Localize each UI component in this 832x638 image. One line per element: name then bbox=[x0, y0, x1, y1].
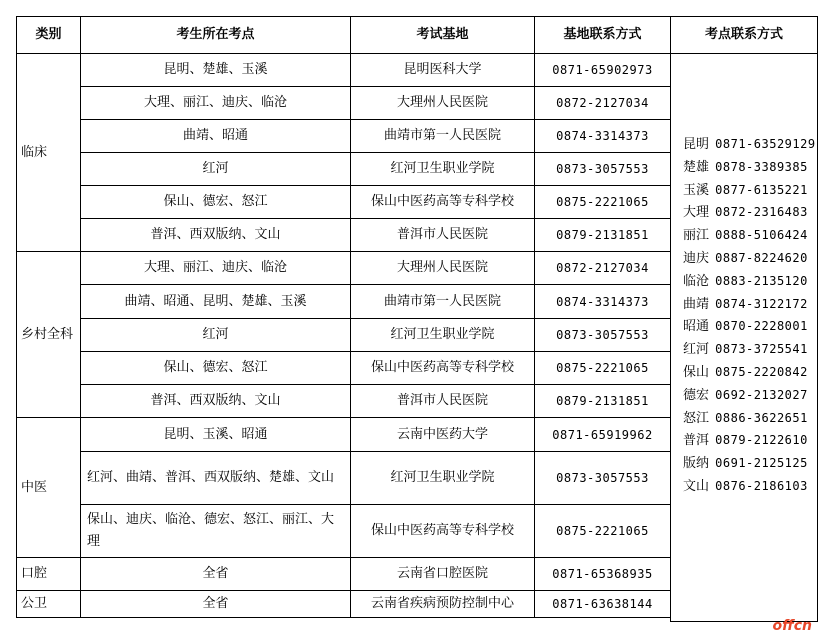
list-item bbox=[683, 133, 816, 156]
list-item bbox=[683, 361, 816, 384]
phone-cell: 0872-2127034 bbox=[535, 87, 671, 120]
table-header-row bbox=[17, 17, 671, 54]
category-cell: 临床 bbox=[17, 54, 81, 252]
table-row bbox=[17, 352, 671, 385]
list-item bbox=[683, 315, 816, 338]
table-row bbox=[17, 558, 671, 591]
base-cell: 保山中医药高等专科学校 bbox=[351, 186, 535, 219]
table-row bbox=[17, 505, 671, 558]
table-row bbox=[17, 87, 671, 120]
location-cell: 昆明、楚雄、玉溪 bbox=[81, 54, 351, 87]
category-cell: 公卫 bbox=[17, 591, 81, 618]
phone-cell: 0874-3314373 bbox=[535, 285, 671, 319]
base-cell: 云南省口腔医院 bbox=[351, 558, 535, 591]
contact-city: 曲靖 bbox=[683, 296, 710, 312]
phone-cell: 0879-2131851 bbox=[535, 219, 671, 252]
list-item bbox=[683, 429, 816, 452]
base-cell: 保山中医药高等专科学校 bbox=[351, 352, 535, 385]
phone-cell: 0871-65902973 bbox=[535, 54, 671, 87]
site-contact-list bbox=[683, 133, 816, 498]
phone-cell: 0873-3057553 bbox=[535, 153, 671, 186]
list-item bbox=[683, 475, 816, 498]
contact-phone: 0873-3725541 bbox=[715, 342, 808, 357]
base-cell: 云南中医药大学 bbox=[351, 418, 535, 452]
phone-cell: 0875-2221065 bbox=[535, 186, 671, 219]
location-cell: 红河、曲靖、普洱、西双版纳、楚雄、文山 bbox=[81, 452, 351, 505]
base-cell: 曲靖市第一人民医院 bbox=[351, 285, 535, 319]
contact-phone: 0874-3122172 bbox=[715, 296, 808, 311]
exam-base-table bbox=[16, 16, 671, 618]
contact-phone: 0887-8224620 bbox=[715, 250, 808, 265]
contact-phone: 0691-2125125 bbox=[715, 456, 808, 471]
category-cell: 口腔 bbox=[17, 558, 81, 591]
phone-cell: 0872-2127034 bbox=[535, 252, 671, 285]
category-cell: 乡村全科 bbox=[17, 252, 81, 418]
table-row bbox=[17, 120, 671, 153]
location-cell: 普洱、西双版纳、文山 bbox=[81, 385, 351, 418]
base-cell: 保山中医药高等专科学校 bbox=[351, 505, 535, 558]
table-row bbox=[17, 452, 671, 505]
location-cell: 普洱、西双版纳、文山 bbox=[81, 219, 351, 252]
contact-city: 玉溪 bbox=[683, 182, 710, 198]
location-cell: 大理、丽江、迪庆、临沧 bbox=[81, 87, 351, 120]
base-cell: 普洱市人民医院 bbox=[351, 219, 535, 252]
header-category: 类别 bbox=[17, 17, 81, 54]
contact-phone: 0877-6135221 bbox=[715, 182, 808, 197]
list-item bbox=[683, 270, 816, 293]
phone-cell: 0875-2221065 bbox=[535, 352, 671, 385]
base-cell: 曲靖市第一人民医院 bbox=[351, 120, 535, 153]
contact-city: 文山 bbox=[683, 478, 710, 494]
table-row bbox=[17, 153, 671, 186]
location-cell: 保山、德宏、怒江 bbox=[81, 186, 351, 219]
table-row bbox=[17, 591, 671, 618]
location-cell: 红河 bbox=[81, 153, 351, 186]
phone-cell: 0873-3057553 bbox=[535, 452, 671, 505]
contact-phone: 0875-2220842 bbox=[715, 364, 808, 379]
phone-cell: 0871-65919962 bbox=[535, 418, 671, 452]
contact-phone: 0878-3389385 bbox=[715, 159, 808, 174]
base-cell: 普洱市人民医院 bbox=[351, 385, 535, 418]
contact-phone: 0876-2186103 bbox=[715, 478, 808, 493]
contact-city: 大理 bbox=[683, 205, 710, 221]
list-item bbox=[683, 338, 816, 361]
location-cell: 全省 bbox=[81, 558, 351, 591]
header-site-contact: 考点联系方式 bbox=[670, 16, 818, 54]
location-cell: 曲靖、昭通 bbox=[81, 120, 351, 153]
list-item bbox=[683, 407, 816, 430]
base-cell: 昆明医科大学 bbox=[351, 54, 535, 87]
phone-cell: 0879-2131851 bbox=[535, 385, 671, 418]
contact-city: 普洱 bbox=[683, 433, 710, 449]
table-row bbox=[17, 385, 671, 418]
header-base-contact: 基地联系方式 bbox=[535, 17, 671, 54]
contact-phone: 0886-3622651 bbox=[715, 410, 808, 425]
contact-city: 迪庆 bbox=[683, 250, 710, 266]
table-row bbox=[17, 418, 671, 452]
contact-city: 昭通 bbox=[683, 319, 710, 335]
table-row bbox=[17, 285, 671, 319]
location-cell: 红河 bbox=[81, 319, 351, 352]
table-row bbox=[17, 54, 671, 87]
phone-cell: 0871-65368935 bbox=[535, 558, 671, 591]
category-cell: 中医 bbox=[17, 418, 81, 558]
contact-phone: 0872-2316483 bbox=[715, 205, 808, 220]
contact-city: 丽江 bbox=[683, 228, 710, 244]
location-cell: 保山、德宏、怒江 bbox=[81, 352, 351, 385]
list-item bbox=[683, 452, 816, 475]
contact-city: 版纳 bbox=[683, 456, 710, 472]
header-location: 考生所在考点 bbox=[81, 17, 351, 54]
list-item bbox=[683, 247, 816, 270]
table-row bbox=[17, 319, 671, 352]
base-cell: 红河卫生职业学院 bbox=[351, 319, 535, 352]
contact-city: 怒江 bbox=[683, 410, 710, 426]
list-item bbox=[683, 201, 816, 224]
contact-city: 保山 bbox=[683, 364, 710, 380]
contact-phone: 0888-5106424 bbox=[715, 228, 808, 243]
contact-phone: 0883-2135120 bbox=[715, 273, 808, 288]
contact-city: 德宏 bbox=[683, 387, 710, 403]
base-cell: 云南省疾病预防控制中心 bbox=[351, 591, 535, 618]
base-cell: 红河卫生职业学院 bbox=[351, 153, 535, 186]
location-cell: 大理、丽江、迪庆、临沧 bbox=[81, 252, 351, 285]
base-cell: 红河卫生职业学院 bbox=[351, 452, 535, 505]
offcn-watermark: offcn bbox=[772, 618, 812, 634]
table-row bbox=[17, 186, 671, 219]
location-cell: 保山、迪庆、临沧、德宏、怒江、丽江、大理 bbox=[81, 505, 351, 558]
list-item bbox=[683, 224, 816, 247]
site-contact-body bbox=[670, 53, 818, 622]
contact-phone: 0879-2122610 bbox=[715, 433, 808, 448]
location-cell: 昆明、玉溪、昭通 bbox=[81, 418, 351, 452]
phone-cell: 0871-63638144 bbox=[535, 591, 671, 618]
contact-city: 红河 bbox=[683, 342, 710, 358]
phone-cell: 0875-2221065 bbox=[535, 505, 671, 558]
base-cell: 大理州人民医院 bbox=[351, 87, 535, 120]
contact-city: 昆明 bbox=[683, 137, 710, 152]
site-contact-panel bbox=[670, 16, 818, 622]
contact-city: 临沧 bbox=[683, 273, 710, 289]
table-row bbox=[17, 252, 671, 285]
contact-phone: 0692-2132027 bbox=[715, 387, 808, 402]
table-row bbox=[17, 219, 671, 252]
list-item bbox=[683, 179, 816, 202]
list-item bbox=[683, 293, 816, 316]
contact-city: 楚雄 bbox=[683, 159, 710, 175]
phone-cell: 0874-3314373 bbox=[535, 120, 671, 153]
location-cell: 全省 bbox=[81, 591, 351, 618]
header-base: 考试基地 bbox=[351, 17, 535, 54]
location-cell: 曲靖、昭通、昆明、楚雄、玉溪 bbox=[81, 285, 351, 319]
list-item bbox=[683, 156, 816, 179]
contact-phone: 0870-2228001 bbox=[715, 319, 808, 334]
base-cell: 大理州人民医院 bbox=[351, 252, 535, 285]
list-item bbox=[683, 384, 816, 407]
phone-cell: 0873-3057553 bbox=[535, 319, 671, 352]
contact-phone: 0871-63529129 bbox=[715, 137, 816, 151]
